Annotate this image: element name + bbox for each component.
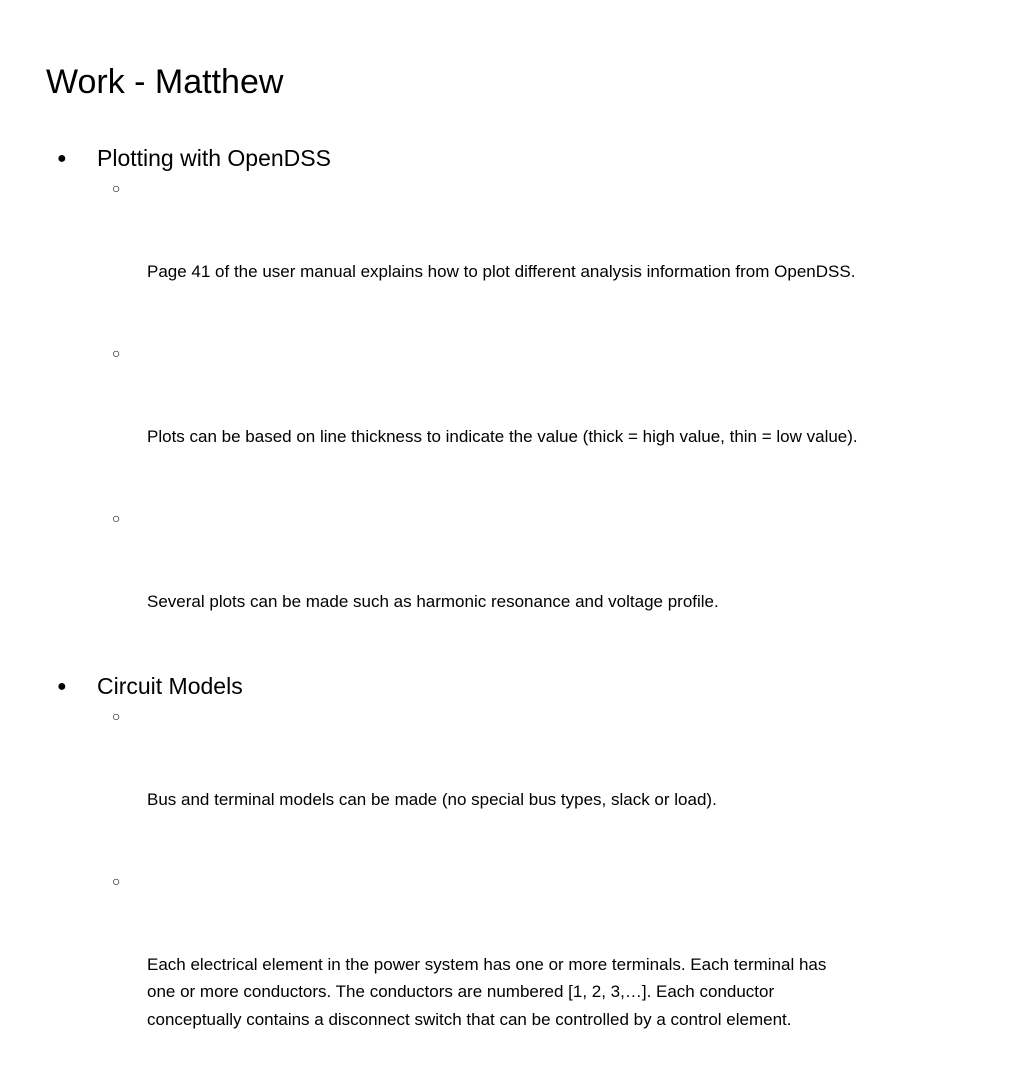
section-circuit-models — [46, 670, 996, 1088]
sub-bullet-icon: ○ — [112, 510, 121, 526]
sub-bullet-text: Page 41 of the user manual explains how to plot different analysis information from OpenDSS. — [147, 261, 856, 281]
sub-bullet-item — [46, 340, 996, 505]
sub-bullet-item — [46, 868, 996, 1088]
sub-bullet-icon: ○ — [112, 345, 121, 361]
sub-bullet-text: Several plots can be made such as harmonic resonance and voltage profile. — [147, 591, 719, 611]
bullet-heading: Plotting with OpenDSS — [97, 145, 331, 171]
sub-bullet-icon: ○ — [112, 708, 121, 724]
bullet-heading: Circuit Models — [97, 673, 243, 699]
sub-bullet-text: Each electrical element in the power system has one or more terminals. Each terminal has one or more conductors. The conductors are numbered [1, 2, 3,…]. Each conductor conceptually contains a disconnect switch that can be controlled by a control element. — [147, 954, 827, 1029]
sub-bullet-text: Plots can be based on line thickness to indicate the value (thick = high value, thin = low value). — [147, 426, 858, 446]
bullet-item — [46, 142, 996, 175]
slide-content — [46, 142, 996, 1088]
sub-bullet-item — [46, 175, 996, 340]
sub-list — [46, 175, 996, 670]
sub-bullet-item — [46, 505, 996, 670]
sub-list — [46, 703, 996, 1088]
sub-bullet-item — [46, 703, 996, 868]
bullet-icon: ● — [57, 678, 67, 695]
sub-bullet-icon: ○ — [112, 180, 121, 196]
slide-title: Work - Matthew — [46, 63, 284, 101]
bullet-icon: ● — [57, 150, 67, 167]
sub-bullet-text: Bus and terminal models can be made (no special bus types, slack or load). — [147, 789, 717, 809]
section-plotting — [46, 142, 996, 670]
sub-bullet-icon: ○ — [112, 873, 121, 889]
bullet-item — [46, 670, 996, 703]
